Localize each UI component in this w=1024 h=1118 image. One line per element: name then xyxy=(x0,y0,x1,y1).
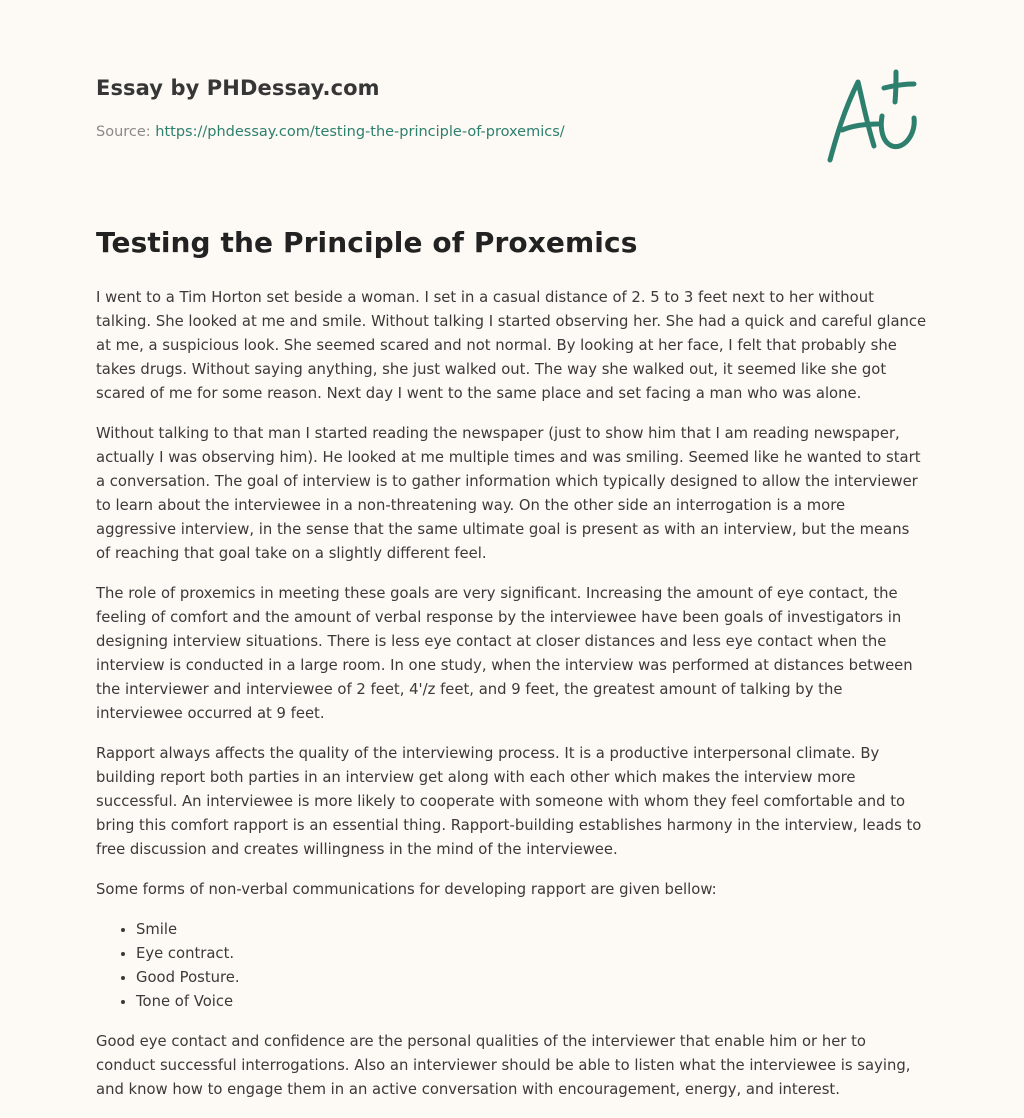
essay-paragraph: Rapport always affects the quality of the interviewing process. It is a productive interpersonal climate. By building report both parties in an interview get along with each other which makes the interview more successful. An interviewee is more likely to cooperate with someone with whom they feel comfortable and to bring this comfort rapport is an essential thing. Rapport-building establishes harmony in the interview, leads to free discussion and creates willingness in the mind of the interviewee. xyxy=(96,745,922,858)
essay-body xyxy=(96,286,928,1118)
essay-paragraph: Some forms of non-verbal communications for developing rapport are given bellow: xyxy=(96,881,717,898)
essay-paragraph: I went to a Tim Horton set beside a woman. I set in a casual distance of 2. 5 to 3 feet next to her without talking. She looked at me and smile. Without talking I started observing her. She had a quick and careful glance at me, a suspicious look. She seemed scared and not normal. By looking at her face, I felt that probably she takes drugs. Without saying anything, she just walked out. The way she walked out, it seemed like she got scared of me for some reason. Next day I went to the same place and set facing a man who was alone. xyxy=(96,289,927,402)
essay-title: Testing the Principle of Proxemics xyxy=(96,226,638,259)
list-item: • Eye contract. xyxy=(136,942,928,966)
page-header xyxy=(96,0,928,190)
list-item: • Good Posture. xyxy=(136,966,928,990)
source-link[interactable]: https://phdessay.com/testing-the-principle-of-proxemics/ xyxy=(155,124,565,140)
essay-paragraph: Good eye contact and confidence are the personal qualities of the interviewer that enable him or her to conduct successful interrogations. Also an interviewer should be able to listen what the interviewee is saying, and know how to engage them in an active conversation with encouragement, energy, and interest. xyxy=(96,1033,911,1098)
a-plus-grade-icon xyxy=(822,68,926,168)
site-title: Essay by PHDessay.com xyxy=(96,76,380,100)
list-item: • Smile xyxy=(136,918,928,942)
list-item: • Tone of Voice xyxy=(136,990,928,1014)
essay-paragraph: Without talking to that man I started reading the newspaper (just to show him that I am reading newspaper, actually I was observing him). He looked at me multiple times and was smiling. Seemed like he wanted to start a conversation. The goal of interview is to gather information which typically designed to allow the interviewer to learn about the interviewee in a non-threatening way. On the other side an interrogation is a more aggressive interview, in the sense that the same ultimate goal is present as with an interview, but the means of reaching that goal take on a slightly different feel. xyxy=(96,425,921,562)
essay-page xyxy=(96,0,928,1098)
essay-paragraph: The role of proxemics in meeting these goals are very significant. Increasing the amount of eye contact, the feeling of comfort and the amount of verbal response by the interviewee have been goals of investigators in designing interview situations. There is less eye contact at closer distances and less eye contact when the interview is conducted in a large room. In one study, when the interview was performed at distances between the interviewer and interviewee of 2 feet, 4'/z feet, and 9 feet, the greatest amount of talking by the interviewee occurred at 9 feet. xyxy=(96,585,913,722)
source-line xyxy=(96,124,565,140)
rapport-list xyxy=(96,918,928,1014)
source-label: Source: xyxy=(96,124,151,140)
